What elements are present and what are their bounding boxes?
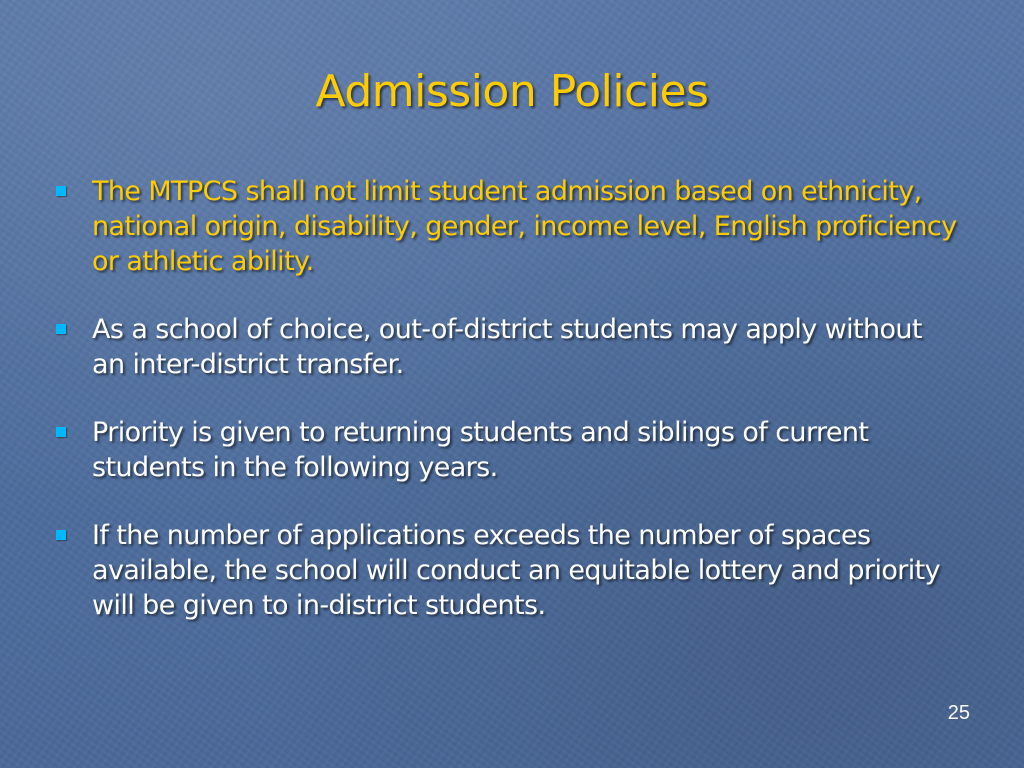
bullet-item xyxy=(52,518,962,623)
square-bullet-icon xyxy=(56,324,66,334)
bullet-list xyxy=(52,174,962,656)
slide-title: Admission Policies xyxy=(315,66,709,117)
bullet-item xyxy=(52,174,962,279)
bullet-text: As a school of choice, out-of-district students may apply without an inter-district transfer. xyxy=(92,314,922,380)
bullet-item xyxy=(52,415,962,485)
page-number: 25 xyxy=(947,702,970,724)
bullet-item xyxy=(52,312,962,382)
square-bullet-icon xyxy=(56,530,66,540)
square-bullet-icon xyxy=(56,186,66,196)
square-bullet-icon xyxy=(56,427,66,437)
bullet-text: Priority is given to returning students and siblings of current students in the following years. xyxy=(92,417,869,483)
bullet-text: The MTPCS shall not limit student admission based on ethnicity, national origin, disability, gender, income level, English proficiency or athletic ability. xyxy=(92,176,957,277)
bullet-text: If the number of applications exceeds the number of spaces available, the school will conduct an equitable lottery and priority will be given to in-district students. xyxy=(92,520,941,621)
